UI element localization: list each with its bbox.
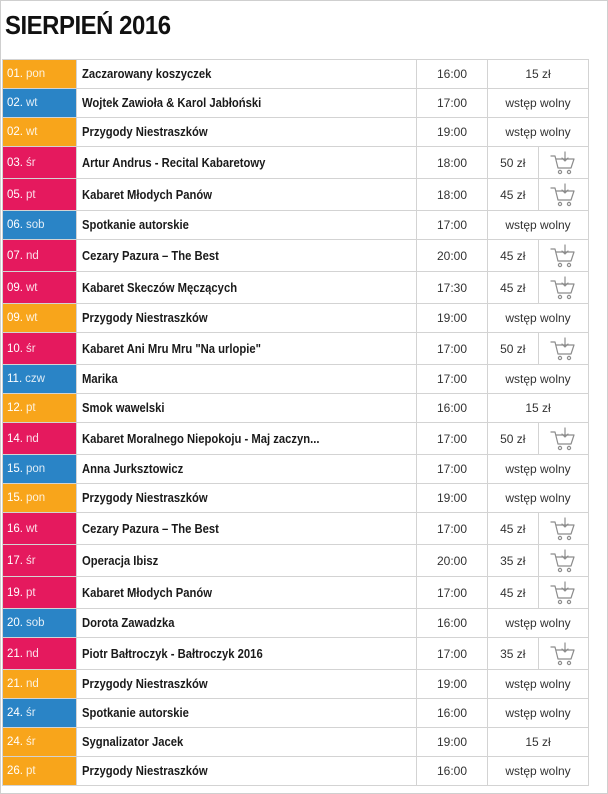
- table-row: [3, 394, 589, 423]
- date-number: 17.: [7, 554, 23, 567]
- table-row: [3, 577, 589, 609]
- event-title-link[interactable]: Wojtek Zawioła & Karol Jabłoński: [82, 96, 262, 110]
- event-title-link[interactable]: Przygody Niestraszków: [82, 491, 208, 505]
- weekday-label: wt: [26, 522, 38, 535]
- event-time: 17:00: [417, 211, 488, 240]
- table-row: [3, 423, 589, 455]
- date-number: 19.: [7, 586, 23, 599]
- ticket-price: 50 zł: [488, 423, 539, 455]
- event-title-cell: [77, 545, 417, 577]
- event-title-cell: [77, 423, 417, 455]
- event-title-link[interactable]: Kabaret Młodych Panów: [82, 187, 213, 202]
- event-title-cell: [77, 513, 417, 545]
- ticket-price: wstęp wolny: [488, 609, 589, 638]
- date-number: 24.: [7, 707, 23, 719]
- event-title-cell: [77, 455, 417, 484]
- weekday-label: pt: [26, 402, 36, 414]
- event-title-cell: [77, 147, 417, 179]
- date-cell: [3, 365, 77, 394]
- date-cell: [3, 728, 77, 757]
- event-title-link[interactable]: Kabaret Moralnego Niepokoju - Maj zaczyn...: [82, 431, 320, 446]
- table-row: [3, 365, 589, 394]
- event-time: 18:00: [417, 179, 488, 211]
- event-time: 19:00: [417, 484, 488, 513]
- shopping-cart-icon[interactable]: [549, 516, 577, 542]
- date-cell: [3, 513, 77, 545]
- weekday-label: śr: [26, 342, 36, 355]
- event-time: 16:00: [417, 394, 488, 423]
- date-number: 16.: [7, 522, 23, 535]
- shopping-cart-icon[interactable]: [549, 150, 577, 176]
- buy-ticket-button[interactable]: [538, 577, 589, 609]
- shopping-cart-icon[interactable]: [549, 580, 577, 606]
- date-cell: [3, 670, 77, 699]
- date-number: 14.: [7, 432, 23, 445]
- weekday-label: pt: [26, 586, 36, 599]
- event-title-cell: [77, 394, 417, 423]
- date-number: 11.: [7, 373, 23, 385]
- event-title-cell: [77, 211, 417, 240]
- shopping-cart-icon[interactable]: [549, 548, 577, 574]
- event-title-link[interactable]: Przygody Niestraszków: [82, 125, 208, 139]
- ticket-price: wstęp wolny: [488, 757, 589, 786]
- event-title-link[interactable]: Sygnalizator Jacek: [82, 735, 184, 749]
- event-title-cell: [77, 757, 417, 786]
- event-title-cell: [77, 118, 417, 147]
- date-cell: [3, 638, 77, 670]
- table-row: [3, 484, 589, 513]
- table-row: [3, 179, 589, 211]
- event-title-link[interactable]: Spotkanie autorskie: [82, 218, 189, 232]
- date-cell: [3, 179, 77, 211]
- weekday-label: wt: [26, 97, 38, 109]
- table-row: [3, 147, 589, 179]
- event-time: 17:00: [417, 333, 488, 365]
- event-title-link[interactable]: Przygody Niestraszków: [82, 677, 208, 691]
- ticket-price: wstęp wolny: [488, 89, 589, 118]
- date-number: 26.: [7, 765, 23, 777]
- event-time: 16:00: [417, 699, 488, 728]
- table-row: [3, 638, 589, 670]
- weekday-label: śr: [26, 554, 36, 567]
- weekday-label: pon: [26, 492, 46, 504]
- date-cell: [3, 333, 77, 365]
- weekday-label: nd: [26, 678, 39, 690]
- ticket-price: 45 zł: [488, 240, 539, 272]
- event-title-cell: [77, 60, 417, 89]
- date-cell: [3, 147, 77, 179]
- event-title-link[interactable]: Kabaret Skeczów Męczących: [82, 280, 238, 295]
- ticket-price: 35 zł: [488, 545, 539, 577]
- ticket-price: wstęp wolny: [488, 211, 589, 240]
- date-number: 02.: [7, 97, 23, 109]
- event-title-link[interactable]: Marika: [82, 372, 118, 386]
- date-number: 05.: [7, 188, 23, 201]
- event-title-link[interactable]: Kabaret Młodych Panów: [82, 585, 213, 600]
- date-cell: [3, 609, 77, 638]
- event-time: 17:00: [417, 577, 488, 609]
- date-number: 21.: [7, 678, 23, 690]
- event-time: 20:00: [417, 240, 488, 272]
- weekday-label: sob: [26, 617, 45, 629]
- event-time: 17:00: [417, 638, 488, 670]
- date-cell: [3, 545, 77, 577]
- ticket-price: 15 zł: [488, 394, 589, 423]
- event-title-cell: [77, 638, 417, 670]
- event-time: 20:00: [417, 545, 488, 577]
- ticket-price: 45 zł: [488, 577, 539, 609]
- weekday-label: pt: [26, 188, 36, 201]
- event-title-link[interactable]: Przygody Niestraszków: [82, 311, 208, 325]
- page-title: SIERPIEŃ 2016: [5, 10, 171, 40]
- event-title-cell: [77, 609, 417, 638]
- event-title-link[interactable]: Zaczarowany koszyczek: [82, 67, 212, 81]
- event-title-cell: [77, 304, 417, 333]
- event-time: 17:00: [417, 455, 488, 484]
- weekday-label: nd: [26, 249, 39, 262]
- table-row: [3, 609, 589, 638]
- date-cell: [3, 272, 77, 304]
- ticket-price: wstęp wolny: [488, 365, 589, 394]
- date-cell: [3, 304, 77, 333]
- event-time: 16:00: [417, 609, 488, 638]
- date-number: 21.: [7, 647, 23, 660]
- ticket-price: wstęp wolny: [488, 670, 589, 699]
- event-title-cell: [77, 365, 417, 394]
- date-cell: [3, 394, 77, 423]
- event-title-cell: [77, 484, 417, 513]
- event-time: 17:00: [417, 513, 488, 545]
- event-title-link[interactable]: Smok wawelski: [82, 401, 165, 415]
- weekday-label: czw: [25, 373, 45, 385]
- shopping-cart-icon[interactable]: [549, 336, 577, 362]
- date-number: 07.: [7, 249, 23, 262]
- date-cell: [3, 423, 77, 455]
- table-row: [3, 333, 589, 365]
- date-cell: [3, 211, 77, 240]
- date-number: 09.: [7, 281, 23, 294]
- weekday-label: nd: [26, 647, 39, 660]
- weekday-label: wt: [26, 281, 38, 294]
- ticket-price: wstęp wolny: [488, 304, 589, 333]
- weekday-label: wt: [26, 312, 38, 324]
- event-time: 16:00: [417, 757, 488, 786]
- event-title-link[interactable]: Cezary Pazura – The Best: [82, 521, 219, 536]
- weekday-label: nd: [26, 432, 39, 445]
- date-cell: [3, 455, 77, 484]
- ticket-price: wstęp wolny: [488, 118, 589, 147]
- event-time: 19:00: [417, 118, 488, 147]
- date-cell: [3, 89, 77, 118]
- event-title-cell: [77, 699, 417, 728]
- ticket-price: 45 zł: [488, 513, 539, 545]
- event-title-cell: [77, 577, 417, 609]
- weekday-label: pt: [26, 765, 36, 777]
- shopping-cart-icon[interactable]: [549, 275, 577, 301]
- buy-ticket-button[interactable]: [538, 513, 589, 545]
- buy-ticket-button[interactable]: [538, 638, 589, 670]
- event-title-link[interactable]: Cezary Pazura – The Best: [82, 248, 219, 263]
- table-row: [3, 240, 589, 272]
- shopping-cart-icon[interactable]: [549, 243, 577, 269]
- event-title-cell: [77, 240, 417, 272]
- date-cell: [3, 60, 77, 89]
- table-row: [3, 89, 589, 118]
- event-time: 16:00: [417, 60, 488, 89]
- event-time: 19:00: [417, 670, 488, 699]
- table-row: [3, 272, 589, 304]
- events-table: [2, 59, 589, 786]
- date-cell: [3, 240, 77, 272]
- ticket-price: 50 zł: [488, 333, 539, 365]
- table-row: [3, 211, 589, 240]
- event-title-link[interactable]: Dorota Zawadzka: [82, 616, 175, 630]
- table-row: [3, 545, 589, 577]
- buy-ticket-button[interactable]: [538, 545, 589, 577]
- ticket-price: 15 zł: [488, 728, 589, 757]
- buy-ticket-button[interactable]: [538, 179, 589, 211]
- event-time: 18:00: [417, 147, 488, 179]
- buy-ticket-button[interactable]: [538, 147, 589, 179]
- ticket-price: 45 zł: [488, 179, 539, 211]
- ticket-price: wstęp wolny: [488, 455, 589, 484]
- table-row: [3, 699, 589, 728]
- weekday-label: śr: [26, 707, 36, 719]
- event-title-link[interactable]: Kabaret Ani Mru Mru "Na urlopie": [82, 341, 262, 356]
- date-number: 15.: [7, 463, 23, 475]
- buy-ticket-button[interactable]: [538, 272, 589, 304]
- event-title-cell: [77, 728, 417, 757]
- ticket-price: 15 zł: [488, 60, 589, 89]
- table-row: [3, 757, 589, 786]
- event-title-cell: [77, 89, 417, 118]
- date-number: 01.: [7, 68, 23, 80]
- weekday-label: śr: [26, 156, 36, 169]
- buy-ticket-button[interactable]: [538, 423, 589, 455]
- event-title-link[interactable]: Artur Andrus - Recital Kabaretowy: [82, 155, 266, 170]
- date-cell: [3, 577, 77, 609]
- event-title-link[interactable]: Operacja Ibisz: [82, 553, 159, 568]
- event-title-link[interactable]: Anna Jurksztowicz: [82, 462, 184, 476]
- event-time: 17:30: [417, 272, 488, 304]
- event-time: 19:00: [417, 728, 488, 757]
- event-time: 17:00: [417, 89, 488, 118]
- shopping-cart-icon[interactable]: [549, 641, 577, 667]
- date-number: 10.: [7, 342, 23, 355]
- date-number: 24.: [7, 736, 23, 748]
- event-title-link[interactable]: Piotr Bałtroczyk - Bałtroczyk 2016: [82, 646, 263, 661]
- date-number: 02.: [7, 126, 23, 138]
- event-title-cell: [77, 333, 417, 365]
- table-row: [3, 118, 589, 147]
- buy-ticket-button[interactable]: [538, 333, 589, 365]
- shopping-cart-icon[interactable]: [549, 426, 577, 452]
- event-title-cell: [77, 179, 417, 211]
- ticket-price: wstęp wolny: [488, 484, 589, 513]
- table-row: [3, 60, 589, 89]
- shopping-cart-icon[interactable]: [549, 182, 577, 208]
- ticket-price: 35 zł: [488, 638, 539, 670]
- weekday-label: śr: [26, 736, 36, 748]
- weekday-label: wt: [26, 126, 38, 138]
- event-title-link[interactable]: Spotkanie autorskie: [82, 706, 189, 720]
- buy-ticket-button[interactable]: [538, 240, 589, 272]
- event-title-cell: [77, 670, 417, 699]
- table-row: [3, 455, 589, 484]
- date-cell: [3, 484, 77, 513]
- table-row: [3, 513, 589, 545]
- event-time: 17:00: [417, 423, 488, 455]
- date-cell: [3, 757, 77, 786]
- date-number: 06.: [7, 219, 23, 231]
- date-number: 09.: [7, 312, 23, 324]
- event-title-link[interactable]: Przygody Niestraszków: [82, 764, 208, 778]
- table-row: [3, 670, 589, 699]
- event-time: 19:00: [417, 304, 488, 333]
- date-number: 03.: [7, 156, 23, 169]
- weekday-label: pon: [26, 463, 46, 475]
- event-title-cell: [77, 272, 417, 304]
- date-number: 20.: [7, 617, 23, 629]
- date-cell: [3, 118, 77, 147]
- date-cell: [3, 699, 77, 728]
- weekday-label: sob: [26, 219, 45, 231]
- table-row: [3, 728, 589, 757]
- ticket-price: wstęp wolny: [488, 699, 589, 728]
- weekday-label: pon: [26, 68, 46, 80]
- date-number: 15.: [7, 492, 23, 504]
- ticket-price: 50 zł: [488, 147, 539, 179]
- date-number: 12.: [7, 402, 23, 414]
- table-row: [3, 304, 589, 333]
- event-time: 17:00: [417, 365, 488, 394]
- ticket-price: 45 zł: [488, 272, 539, 304]
